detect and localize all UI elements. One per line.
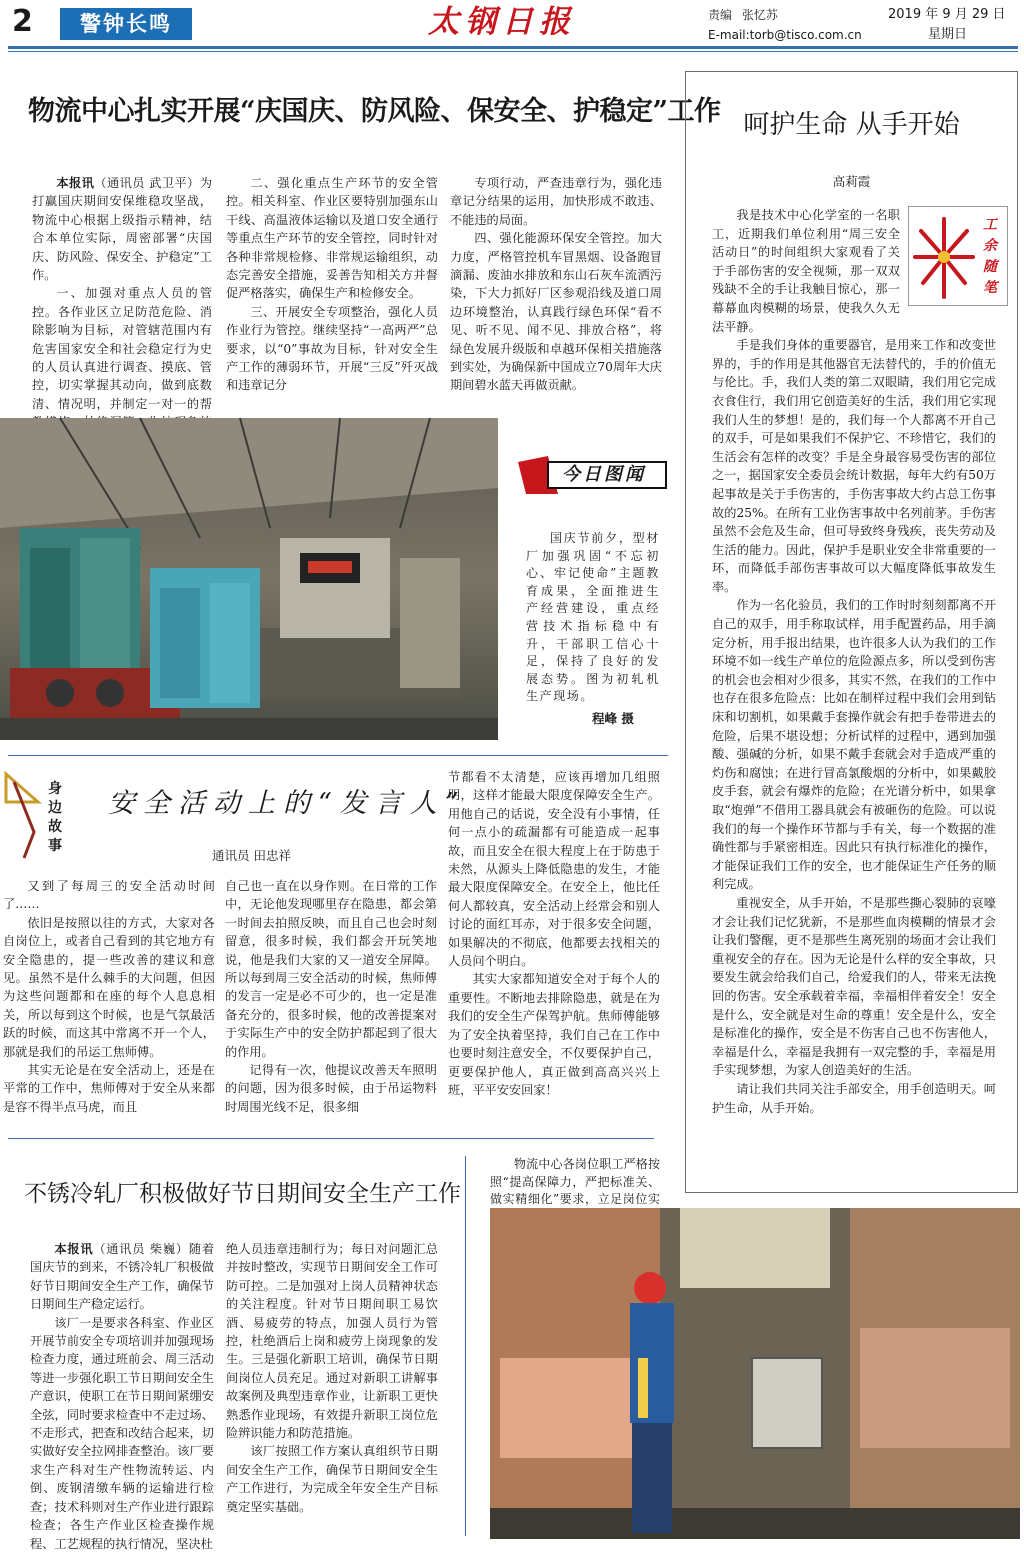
article3-para: 该厂一是要求各科室、作业区开展节前安全专项培训并加强现场检查力度，通过班前会、周三活动等进一步强化职工节日期间安全生产意识，使职工在节日期间紧绷安全弦，同时要求检查中不走过场、不走形式，把查和改结合起来，切实做好安全拉网排查整治。该厂要求生产科对生产性物流转运、内倒、废钢清缴车辆的运输进行检查；技术科则对生产作业进行跟踪检查；各生产作业区检查操作规程、工艺规程的执行情况，坚决杜 bbox=[30, 1315, 214, 1551]
article2-byline: 通讯员 田忠祥 bbox=[212, 848, 291, 863]
weekday: 星期日 bbox=[928, 27, 968, 42]
page-number: 2 bbox=[12, 4, 33, 39]
article1-para: 三、开展安全专项整治，强化人员作业行为管控。继续坚持“一高两严”总要求，以“0”事故为目标，针对安全生产工作的薄弱环节，开展“三反”歼灭战和违章记分 bbox=[226, 304, 438, 393]
today-photo-badge bbox=[518, 456, 666, 494]
article2-col2 bbox=[225, 877, 437, 1122]
article2-para: 其实无论是在安全活动上，还是在平常的工作中，焦师傅对于安全从来都是容不得半点马虎，而且 bbox=[3, 1063, 215, 1114]
article3-col2 bbox=[226, 1240, 438, 1536]
article3-para: 绝人员违章违制行为；每日对问题汇总并按时整改，实现节日期间安全工作可防可控。二是加强对上岗人员精神状态的关注程度。针对节日期间职工易饮酒、易疲劳的特点，加强人员行为管控，杜绝酒后上岗和疲劳上岗现象的发生。三是强化新职工培训，确保节日期间岗位人员充足。通过对新职工讲解事故案例及典型违章作业，让新职工更快熟悉作业现场，有效提升新职工岗位危险辨识能力和防范措施。 bbox=[226, 1242, 438, 1441]
side-story-badge-text: 身边故事 bbox=[48, 781, 62, 854]
photo2-caption-text: 物流中心各岗位职工严格按照“提高保障力，严把标准关、做实精细化”要求，立足岗位实 bbox=[490, 1157, 660, 1207]
masthead-rule bbox=[8, 46, 1018, 49]
email: E-mail:torb@tisco.com.cn bbox=[708, 28, 862, 42]
article2-para: 其实大家都知道安全对于每个人的重要性。不断地去排除隐患，就是在为我们的安全生产保驾护航。焦师傅能够为了安全执着坚持，我们自己在工作中也要时刻注意安全，不仅要保护自己，更要保护他人，真正做到高高兴兴上班，平平安安回家！ bbox=[448, 972, 660, 1097]
article3-byline: （通讯员 柴巍） bbox=[93, 1242, 189, 1256]
rolling-mill-illustration bbox=[0, 418, 498, 740]
article1-para bbox=[32, 174, 212, 284]
essay-para: 我是技术中心化学室的一名职工，近期我们单位利用“周三安全活动日”的时间组织大家观看了关于手部伤害的安全视频，那一双双残缺不全的手让我触目惊心，那一幕幕血肉模糊的场景，使我久久无法平静。 bbox=[712, 208, 900, 334]
article1-byline: （通讯员 武卫平） bbox=[94, 176, 200, 190]
section-badge: 警钟长鸣 bbox=[60, 8, 192, 40]
article3-col1 bbox=[30, 1240, 215, 1551]
article3-para: 该厂按照工作方案认真组织节日期间安全生产工作，确保节日期间安全生产工作进行，为完成全年安全生产目标奠定坚实基础。 bbox=[226, 1444, 438, 1514]
work-essay-badge-text: 工余随笔 bbox=[983, 217, 997, 296]
article1-para: 二、强化重点生产环节的安全管控。相关科室、作业区要特别加强东山干线、高温液体运输以及道口安全通行等重点生产环节的安全管控，同时针对各种非常规检修、非常规运输组织，动态完善安全措施，妥善告知相关方并督促严格落实，确保生产和检修安全。 bbox=[226, 176, 438, 301]
article3-byline-prefix: 本报讯 bbox=[54, 1242, 94, 1256]
essay-para: 请让我们共同关注手部安全，用手创造明天。呵护生命，从手开始。 bbox=[712, 1081, 996, 1115]
article2-col3 bbox=[448, 768, 660, 1122]
essay-author: 高莉霞 bbox=[832, 174, 871, 189]
article1-col2 bbox=[226, 174, 438, 404]
article2-headline: 安全活动上的“发言人” bbox=[108, 788, 467, 819]
article2-para: 节都看不太清楚，应该再增加几组照明，这样才能最大限度保障安全生产。用他自己的话说，安全没有小事情，任何一点小的疏漏都有可能造成一起事故，而且安全在很大程度上在于防患于未然，从源头上降低隐患的发生，才能最大限度保障安全。在安全上，他比任何人都较真，安全活动上经常会和别人讨论的面红耳赤，对于很多安全问题，如果解决的不彻底，他都要去找相关的人员问个明白。 bbox=[448, 770, 660, 969]
article3-para bbox=[30, 1240, 214, 1314]
side-story-badge bbox=[4, 772, 76, 864]
article1-para: 专项行动，严查违章行为，强化违章记分结果的运用，加快形成不敢违、不能违的局面。 bbox=[450, 176, 662, 227]
article1-text: 为打赢国庆期间安保维稳攻坚战，物流中心根据上级指示精神，结合本单位实际，周密部署“庆国庆、防风险、保安全、护稳定”工作。 bbox=[32, 176, 213, 283]
article1-para: 一、加强对重点人员的管控。各作业区立足防范危险、消除影响为目标，对管辖范围内有危害国家安全和社会稳定行为史的人员认真进行调查、摸底、管控，切实掌握其动向，做到底数清、情况明，并制定一对一的帮 bbox=[32, 286, 212, 411]
article2-para: 记得有一次，他提议改善天车照明的问题，因为很多时候，由于吊运物料时周围光线不足，很多细 bbox=[225, 1063, 437, 1114]
article2-para: 又到了每周三的安全活动时间了…… bbox=[3, 879, 215, 912]
article1-para: 四、强化能源环保安全管控。加大力度，严格管控机车冒黑烟、设备跑冒滴漏、废油水排放和东山石灰车流洒污染，下大力抓好厂区参观沿线及道口周边环境整治，认真践行绿色环保“看不见、听不见、闻不见、排放合格”，将绿色发展升级版和卓越环保相关措施落到实处，为确保新中国成立70周年大庆期间碧水蓝天再做贡献。 bbox=[450, 231, 662, 393]
section-rule bbox=[8, 1138, 654, 1139]
photo1-caption bbox=[526, 530, 660, 704]
article1-headline: 物流中心扎实开展“庆国庆、防风险、保安全、护稳定”工作 bbox=[28, 96, 721, 127]
today-photo-badge-text: 今日图闻 bbox=[562, 464, 646, 485]
essay-para: 手是我们身体的重要器官，是用来工作和改变世界的，手的作用是其他器官无法替代的，手的价值无与伦比。手，我们人类的第二双眼睛，我们用它完成衣食住行，我们用它创造美好的生活，我们用它实现我们人生的梦想！是的，我们每一个人都离不开自己的双手，可是如果我们不保护它、不珍惜它，我们的生活会有怎样的改变？手是全身最容易受伤害的部位之一，据国家安全委员会统计数据，每年大约有50万起事故是关于手伤害的，手伤害事故大约占总工伤事故的25%。在所有工业伤害事故中名列前茅。手伤害虽然不会危及生命，但可导致终身残疾，丧失劳动及生活的能力。因此，保护手是职业安全非常重要的一环，而降低手部伤害事故可以大幅度降低事故发生率。 bbox=[712, 338, 996, 594]
photo1-caption-text: 国庆节前夕，型材厂加强巩固“不忘初心、牢记使命”主题教育成果，全面推进生产经营建设，重点经营技术指标稳中有升，干部职工信心十足，保持了良好的发展态势。图为初轧机生产现场。 bbox=[526, 531, 660, 704]
article1-byline-prefix: 本报讯 bbox=[56, 176, 95, 190]
vertical-rule bbox=[465, 1156, 466, 1536]
article3-headline: 不锈冷轧厂积极做好节日期间安全生产工作 bbox=[24, 1181, 461, 1207]
article2-col1 bbox=[3, 877, 215, 1122]
date: 2019 年 9 月 29 日 bbox=[888, 7, 1006, 22]
editor-label: 责编 bbox=[708, 8, 733, 22]
article1-col1 bbox=[32, 174, 213, 411]
masthead-rule-thin bbox=[8, 51, 1018, 52]
paper-logo: 太钢日报 bbox=[428, 4, 576, 40]
section-rule bbox=[8, 755, 668, 756]
rail-yard-photo bbox=[490, 1208, 1020, 1539]
essay-para: 重视安全，从手开始，不是那些撕心裂肺的哀嚎才会让我们记忆犹新，不是那些血肉模糊的情景才会让我们警醒，更不是那些生离死别的场面才会让我们重视安全的存在。因为无论是什么样的安全事故，只要发生就会给我们自己，给爱我们的人，带来无法挽回的伤害。安全承载着幸福，幸福相伴着安全！安全是什么，安全就是对生命的尊重！安全是什么，安全是标准化的操作，安全是不伤害自己也不伤害他人，幸福是什么，幸福是我拥有一双完整的手，幸福是用手实现梦想，为家人创造美好的生活。 bbox=[712, 895, 996, 1078]
rail-yard-illustration bbox=[490, 1208, 1020, 1539]
essay-body bbox=[712, 206, 996, 1178]
article1-col3 bbox=[450, 174, 662, 404]
essay-headline: 呵护生命 从手开始 bbox=[743, 110, 960, 140]
essay-para: 作为一名化验员，我们的工作时时刻刻都离不开自己的双手，用手称取试样，用手配置药品，用手滴定分析，用手报出结果，也许很多人认为我们的工作环境不如一线生产单位的危险源点多，所以受到伤害的机会也会相对少很多，其实不然，在我们的工作中也存在很多危险点：比如在制样过程中我们会用到钻床和切割机，如果戴手套操作就会有把手卷带进去的危险，后果不堪设想；分析试样的过程中，遇到加强酸、强碱的分析，如果不戴手套就会对手造成严重的灼伤和腐蚀；在进行冒高氯酸烟的分析中，如果戴胶皮手套，就会有爆炸的危险；在光谱分析中，如果拿取“炮弹”不借用工器具就会有被砸伤的危险。可以说我们的每一个操作环节都与手有关，每一个数据的准确性都与手紧密相连。因此只有执行标准化的操作，才能保证我们工作的安全，也才能保证生产任务的顺利完成。 bbox=[712, 598, 996, 892]
editor-name: 张忆苏 bbox=[741, 8, 778, 22]
article3-text: 随着国庆节的到来，不锈冷轧厂积极做好节日期间安全生产工作，确保节日期间生产稳定运行。 bbox=[30, 1242, 215, 1312]
editor-line bbox=[708, 7, 778, 23]
article2-para: 自己也一直在以身作则。在日常的工作中，无论他发现哪里存在隐患，都会第一时间去拍照反映，而且自己也会时刻留意，很多时候，我们都会开玩笑地说，他是我们大家的又一道安全屏障。所以每到周三安全活动的时候，焦师傅的发言一定是必不可少的，也一定是准备充分的，很多时候，他的改善提案对于实际生产中的安全防护都起到了很大的作用。 bbox=[225, 879, 437, 1059]
article2-para: 依旧是按照以往的方式，大家对各自岗位上，或者自己看到的其它地方有安全隐患的，提一些改善的建议和意见。虽然不是什么棘手的大问题，但因为这些问题都和在座的每个人息息相关，所以每到这个时候，也是气氛最活跃的时候，而这其中常离不开一个人，那就是我们的吊运工焦师傅。 bbox=[3, 915, 215, 1059]
photo1-credit: 程峰 摄 bbox=[592, 711, 634, 726]
rolling-mill-photo bbox=[0, 418, 498, 740]
